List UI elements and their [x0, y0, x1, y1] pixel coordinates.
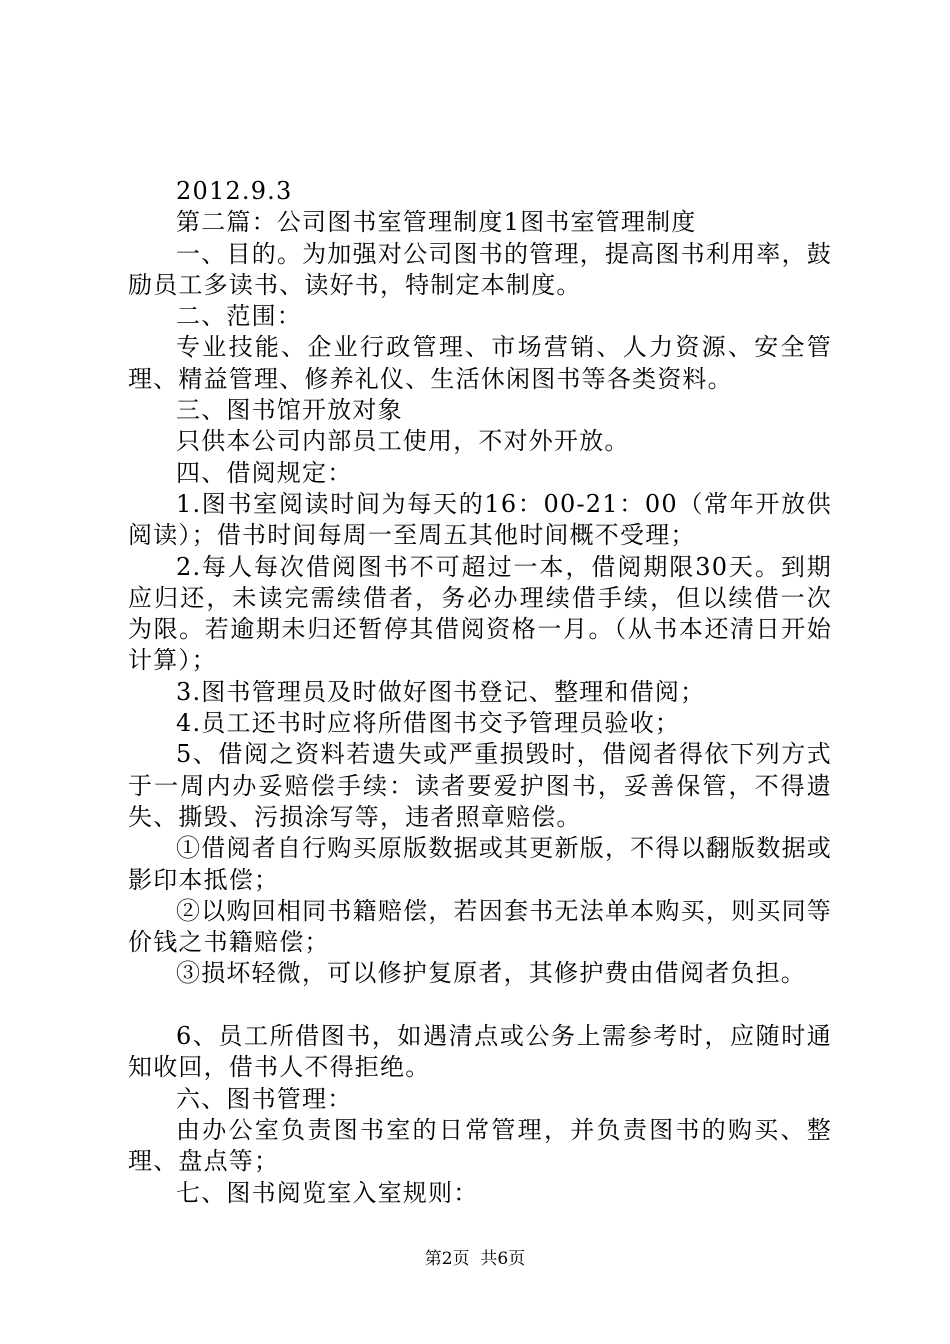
footer-separator — [470, 1249, 481, 1269]
compensation-item-3: ③损坏轻微，可以修护复原者，其修护费由借阅者负担。 — [176, 959, 806, 988]
rule-item-6: 6、员工所借图书，如遇清点或公务上需参考时，应随时通知收回，借书人不得拒绝。 — [128, 1022, 832, 1082]
page-total: 共6页 — [480, 1249, 526, 1269]
rule-item-5: 5、借阅之资料若遗失或严重损毁时，借阅者得依下列方式于一周内办妥赔偿手续：读者要爱护图书，妥善保管，不得遗失、撕毁、污损涂写等，违者照章赔偿。 — [128, 740, 832, 831]
rule-item-4: 4.员工还书时应将所借图书交予管理员验收； — [176, 709, 681, 738]
date-line: 2012.9.3 — [176, 177, 293, 205]
heading-reading-room-rules: 七、图书阅览室入室规则： — [176, 1178, 479, 1207]
rule-item-3: 3.图书管理员及时做好图书登记、整理和借阅； — [176, 677, 706, 706]
document-body — [128, 176, 832, 1209]
paragraph-purpose: 一、目的。为加强对公司图书的管理，提高图书利用率，鼓励员工多读书、读好书，特制定本制度。 — [128, 239, 832, 299]
paragraph-scope: 专业技能、企业行政管理、市场营销、人力资源、安全管理、精益管理、修养礼仪、生活休闲图书等各类资料。 — [128, 333, 832, 393]
section-title: 第二篇：公司图书室管理制度1图书室管理制度 — [176, 208, 697, 237]
rule-item-2: 2.每人每次借阅图书不可超过一本，借阅期限30天。到期应归还，未读完需续借者，务必办理续借手续，但以续借一次为限。若逾期未归还暂停其借阅资格一月。（从书本还清日开始计算）； — [128, 552, 832, 675]
heading-borrowing-rules: 四、借阅规定： — [176, 458, 353, 487]
blank-line — [128, 990, 832, 1021]
heading-scope: 二、范围： — [176, 302, 302, 331]
heading-book-management: 六、图书管理： — [176, 1084, 353, 1113]
heading-audience: 三、图书馆开放对象 — [176, 396, 403, 425]
page-number: 第2页 — [424, 1249, 470, 1269]
compensation-item-1: ①借阅者自行购买原版数据或其更新版，不得以翻版数据或影印本抵偿； — [128, 834, 832, 894]
page-footer — [0, 1244, 950, 1269]
rule-item-1: 1.图书室阅读时间为每天的16：00-21：00（常年开放供阅读）；借书时间每周一至周五其他时间概不受理； — [128, 489, 832, 550]
compensation-item-2: ②以购回相同书籍赔偿，若因套书无法单本购买，则买同等价钱之书籍赔偿； — [128, 896, 832, 957]
paragraph-book-management: 由办公室负责图书室的日常管理，并负责图书的购买、整理、盘点等； — [128, 1115, 832, 1176]
paragraph-audience: 只供本公司内部员工使用，不对外开放。 — [176, 427, 630, 456]
